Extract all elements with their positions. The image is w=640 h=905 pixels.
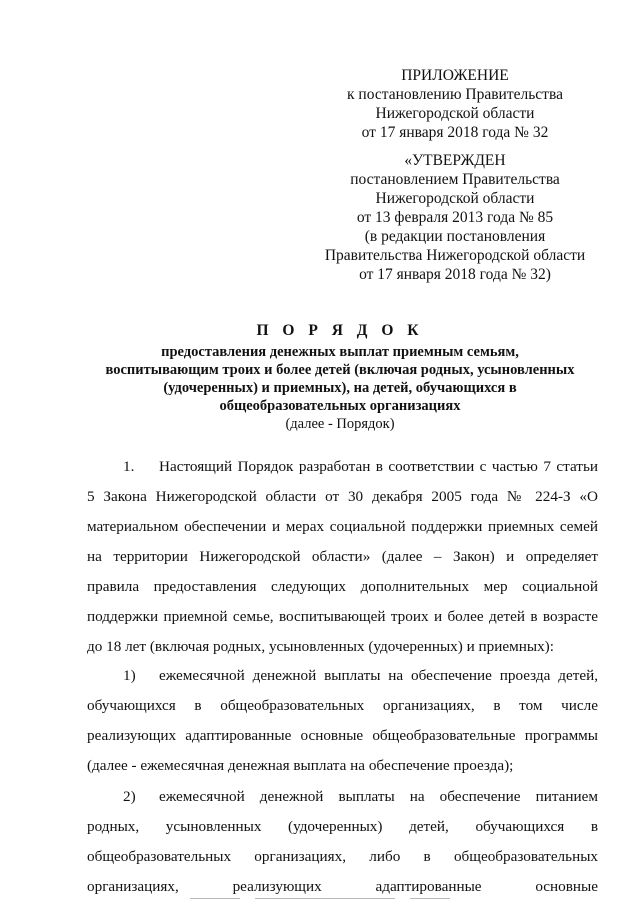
- approval-heading: «УТВЕРЖДЕН: [404, 152, 506, 169]
- title-main: П О Р Я Д О К: [256, 322, 424, 339]
- subitem-1-line: обучающихся в общеобразовательных организациях, в том числе: [87, 697, 598, 714]
- approval-line: Правительства Нижегородской области: [324, 247, 586, 264]
- appendix-line: от 17 января 2018 года № 32: [361, 124, 549, 141]
- title-subtitle-line: общеобразовательных организациях: [219, 398, 461, 414]
- appendix-line: Нижегородской области: [375, 105, 535, 122]
- approval-line: Нижегородской области: [375, 190, 535, 207]
- subitem-2-line: общеобразовательных организациях, либо в общеобразовательных: [87, 848, 598, 865]
- paragraph-1-line: 1. Настоящий Порядок разработан в соответствии с частью 7 статьи: [87, 458, 598, 476]
- document-title: [60, 321, 620, 433]
- title-subtitle-line: воспитывающим троих и более детей (включая родных, усыновленных: [105, 362, 575, 378]
- approval-line: от 17 января 2018 года № 32): [359, 266, 551, 283]
- subitem-number: 1): [123, 667, 136, 684]
- title-subtitle-line: предоставления денежных выплат приемным семьям,: [161, 344, 519, 360]
- appendix-heading: ПРИЛОЖЕНИЕ: [401, 67, 509, 84]
- approval-block: [300, 151, 610, 284]
- subitem-number: 2): [123, 788, 136, 805]
- approval-line: (в редакции постановления: [364, 228, 546, 245]
- paragraph-1-line: на территории Нижегородской области» (далее – Закон) и определяет: [87, 548, 598, 565]
- appendix-block: [300, 66, 610, 142]
- title-subtitle-line: (удочеренных) и приемных), на детей, обучающихся в: [163, 380, 517, 396]
- approval-line: постановлением Правительства: [350, 171, 560, 188]
- paragraph-1-line: правила предоставления следующих дополнительных мер социальной: [87, 578, 598, 595]
- paragraph-1-line: поддержки приемной семье, воспитывающей троих и более детей в возрасте: [87, 608, 598, 625]
- paragraph-1-line: материальном обеспечении и мерах социальной поддержки приемных семей: [87, 518, 598, 535]
- subitem-2-line: 2) ежемесячной денежной выплаты на обеспечение питанием: [87, 788, 598, 806]
- subitem-1-line: 1) ежемесячной денежной выплаты на обеспечение проезда детей,: [87, 667, 598, 685]
- approval-line: от 13 февраля 2013 года № 85: [356, 209, 554, 226]
- paragraph-number: 1.: [123, 458, 135, 475]
- paragraph-1-line: 5 Закона Нижегородской области от 30 декабря 2005 года № 224-З «О: [87, 488, 598, 505]
- subitem-2-line: родных, усыновленных (удочеренных) детей, обучающихся в: [87, 818, 598, 835]
- appendix-line: к постановлению Правительства: [347, 86, 563, 103]
- scan-artifact: [255, 898, 395, 899]
- subitem-1-line: реализующих адаптированные основные общеобразовательные программы: [87, 727, 598, 744]
- scan-artifact: [410, 898, 450, 899]
- scan-artifact: [190, 898, 240, 899]
- title-note: (далее - Порядок): [285, 416, 395, 432]
- title-subtitle: [60, 343, 620, 415]
- paragraph-1-line: до 18 лет (включая родных, усыновленных (удочеренных) и приемных):: [87, 638, 554, 655]
- subitem-2-line: организациях, реализующих адаптированные основные: [87, 878, 598, 895]
- subitem-1-line: (далее - ежемесячная денежная выплата на обеспечение проезда);: [87, 757, 514, 774]
